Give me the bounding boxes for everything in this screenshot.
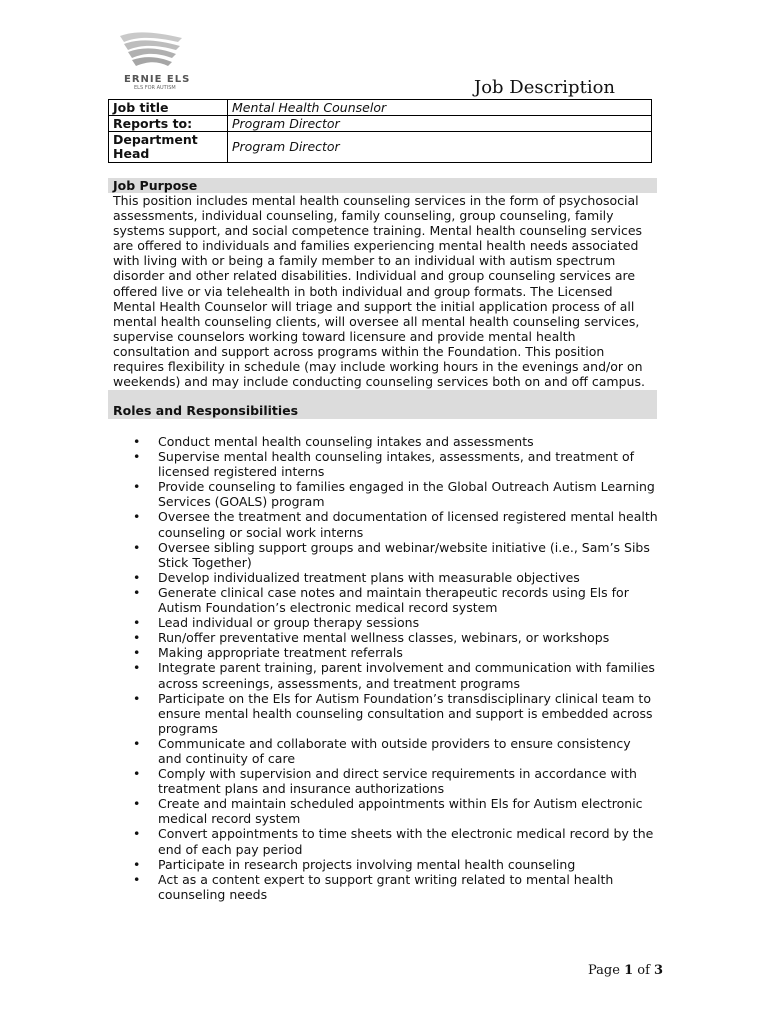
table-row [109, 132, 652, 163]
logo-name: ERNIE ELS [124, 74, 191, 85]
list-item: • Participate on the Els for Autism Foundation’s transdisciplinary clinical team to ensure mental health counseling consultation and support is embedded across programs [113, 691, 658, 736]
job-purpose-text: This position includes mental health counseling services in the form of psychosocial assessments, individual counseling, family counseling, group counseling, family systems support, and social competence training. Mental health counseling services are offered to individuals and families experiencing mental health needs associated with living with or being a family member to an individual with autism spectrum disorder and other related disabilities. Individual and group counseling services are offered live or via telehealth in both individual and group formats. The Licensed Mental Health Counselor will triage and support the initial application process of all mental health counseling clients, will oversee all mental health counseling services, supervise counselors working toward licensure and provide mental health consultation and support across programs within the Foundation. This position requires flexibility in schedule (may include working hours in the evenings and/or on weekends) and may include conducting counseling services both on and off campus. [113, 193, 645, 390]
department-head-value: Program Director [228, 132, 652, 163]
list-item: • Lead individual or group therapy sessions [113, 615, 658, 630]
roles-heading: Roles and Responsibilities [108, 390, 657, 419]
page-number [588, 963, 663, 978]
list-item: • Create and maintain scheduled appointments within Els for Autism electronic medical record system [113, 796, 658, 826]
list-item: • Act as a content expert to support grant writing related to mental health counseling needs [113, 872, 658, 902]
list-item: • Participate in research projects involving mental health counseling [113, 857, 658, 872]
page-word: Page [588, 963, 620, 978]
list-item: • Convert appointments to time sheets with the electronic medical record by the end of each pay period [113, 826, 658, 856]
document-title: Job Description [474, 77, 616, 98]
job-title-label: Job title [109, 100, 228, 116]
job-purpose-heading: Job Purpose [108, 178, 657, 193]
list-item: • Oversee sibling support groups and webinar/website initiative (i.e., Sam’s Sibs Stick Together) [113, 540, 658, 570]
table-row [109, 100, 652, 116]
flag-logo-icon [116, 30, 188, 72]
job-title-value: Mental Health Counselor [228, 100, 652, 116]
list-item: • Generate clinical case notes and maintain therapeutic records using Els for Autism Foundation’s electronic medical record system [113, 585, 658, 615]
list-item: • Run/offer preventative mental wellness classes, webinars, or workshops [113, 630, 658, 645]
company-logo [112, 30, 192, 92]
list-item: • Supervise mental health counseling intakes, assessments, and treatment of licensed registered interns [113, 449, 658, 479]
list-item: • Making appropriate treatment referrals [113, 645, 658, 660]
list-item: • Develop individualized treatment plans with measurable objectives [113, 570, 658, 585]
list-item: • Integrate parent training, parent involvement and communication with families across screenings, assessments, and treatment programs [113, 660, 658, 690]
table-row [109, 116, 652, 132]
reports-to-value: Program Director [228, 116, 652, 132]
list-item: • Provide counseling to families engaged in the Global Outreach Autism Learning Services (GOALS) program [113, 479, 658, 509]
job-info-table [108, 99, 652, 163]
roles-list [113, 434, 658, 902]
list-item: • Oversee the treatment and documentation of licensed registered mental health counseling or social work interns [113, 509, 658, 539]
logo-subtitle: ELS FOR AUTISM [134, 85, 176, 91]
of-word: of [637, 963, 650, 978]
list-item: • Communicate and collaborate with outside providers to ensure consistency and continuity of care [113, 736, 658, 766]
list-item: • Conduct mental health counseling intakes and assessments [113, 434, 658, 449]
department-head-label: Department Head [109, 132, 228, 163]
current-page: 1 [624, 963, 634, 978]
total-pages: 3 [654, 963, 664, 978]
list-item: • Comply with supervision and direct service requirements in accordance with treatment plans and insurance authorizations [113, 766, 658, 796]
reports-to-label: Reports to: [109, 116, 228, 132]
